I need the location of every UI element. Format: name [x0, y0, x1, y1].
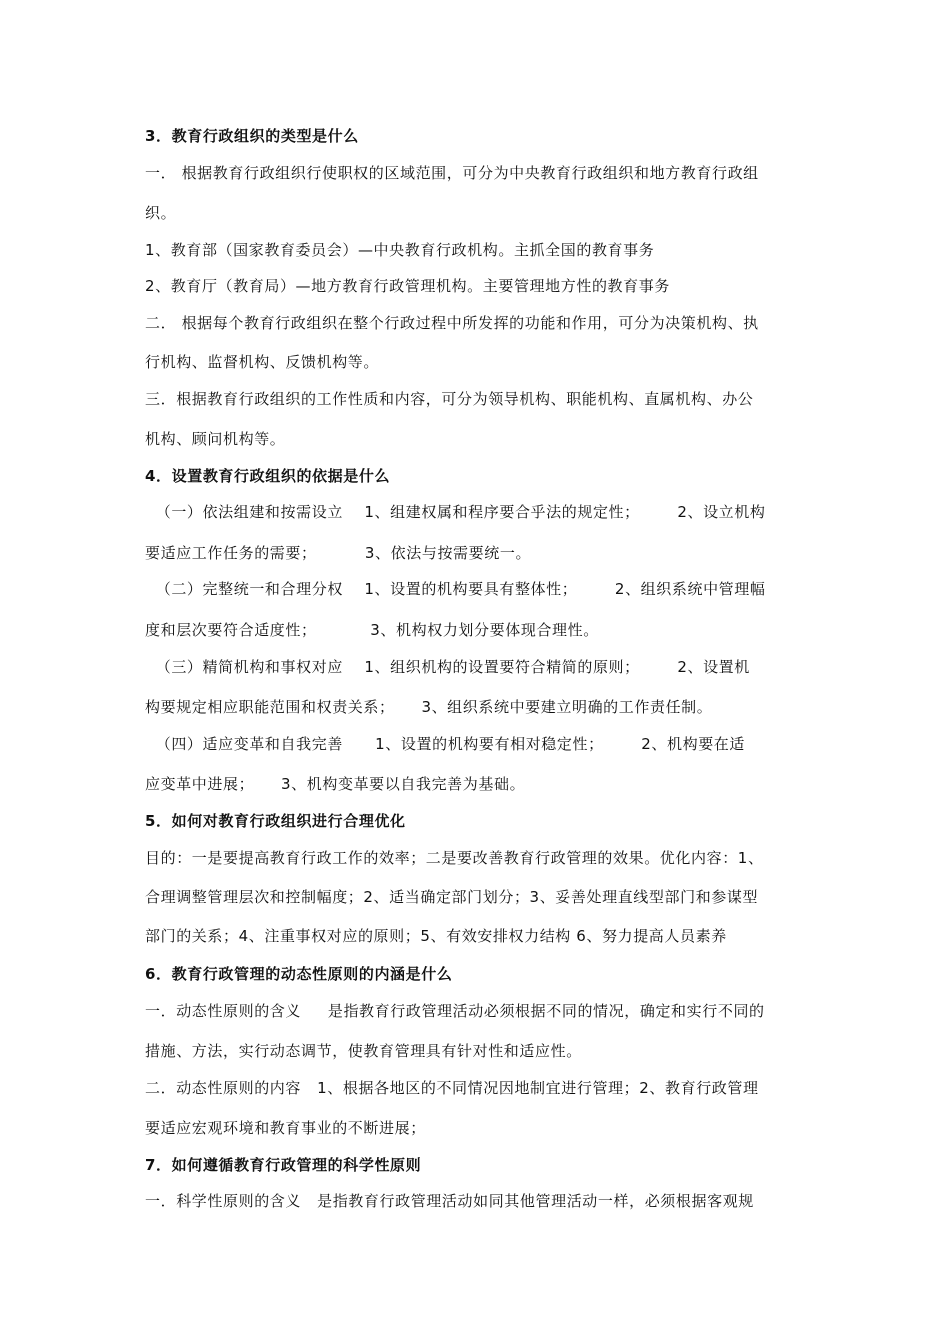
heading-question-4: 4．设置教育行政组织的依据是什么	[145, 467, 391, 485]
text-line: 1、教育部（国家教育委员会）—中央教育行政机构。主抓全国的教育事务	[145, 241, 655, 259]
text-line: 部门的关系；4、注重事权对应的原则；5、有效安排权力结构 6、努力提高人员素养	[145, 927, 727, 945]
text-line: 要适应宏观环境和教育事业的不断进展；	[145, 1119, 426, 1137]
text-line: 措施、方法，实行动态调节，使教育管理具有针对性和适应性。	[145, 1042, 582, 1060]
text-line: （一）依法组建和按需设立 1、组建权属和程序要合乎法的规定性； 2、设立机构	[145, 503, 766, 521]
text-line: 三．根据教育行政组织的工作性质和内容，可分为领导机构、职能机构、直属机构、办公	[145, 390, 754, 408]
text-line: 度和层次要符合适度性； 3、机构权力划分要体现合理性。	[145, 621, 599, 639]
text-line: 一．科学性原则的含义 是指教育行政管理活动如同其他管理活动一样，必须根据客观规	[145, 1192, 754, 1210]
text-line: 织。	[145, 204, 177, 222]
text-line: 机构、顾问机构等。	[145, 430, 286, 448]
text-line: 一． 根据教育行政组织行使职权的区域范围，可分为中央教育行政组织和地方教育行政组	[145, 164, 759, 182]
text-line: （二）完整统一和合理分权 1、设置的机构要具有整体性； 2、组织系统中管理幅	[145, 580, 766, 598]
text-line: 应变革中进展； 3、机构变革要以自我完善为基础。	[145, 775, 526, 793]
heading-question-6: 6．教育行政管理的动态性原则的内涵是什么	[145, 965, 453, 983]
text-line: （四）适应变革和自我完善 1、设置的机构要有相对稳定性； 2、机构要在适	[145, 735, 746, 753]
heading-question-5: 5．如何对教育行政组织进行合理优化	[145, 812, 406, 830]
text-line: 构要规定相应职能范围和权责关系； 3、组织系统中要建立明确的工作责任制。	[145, 698, 713, 716]
text-line: 目的：一是要提高教育行政工作的效率；二是要改善教育行政管理的效果。优化内容：1、	[145, 849, 764, 867]
heading-question-7: 7．如何遵循教育行政管理的科学性原则	[145, 1156, 422, 1174]
text-line: 二． 根据每个教育行政组织在整个行政过程中所发挥的功能和作用，可分为决策机构、执	[145, 314, 759, 332]
text-line: 合理调整管理层次和控制幅度；2、适当确定部门划分；3、妥善处理直线型部门和参谋型	[145, 888, 759, 906]
text-line: （三）精简机构和事权对应 1、组织机构的设置要符合精简的原则； 2、设置机	[145, 658, 750, 676]
text-line: 行机构、监督机构、反馈机构等。	[145, 353, 380, 371]
text-line: 2、教育厅（教育局）—地方教育行政管理机构。主要管理地方性的教育事务	[145, 277, 670, 295]
text-line: 要适应工作任务的需要； 3、依法与按需要统一。	[145, 544, 532, 562]
text-line: 一．动态性原则的含义 是指教育行政管理活动必须根据不同的情况，确定和实行不同的	[145, 1002, 765, 1020]
heading-question-3: 3．教育行政组织的类型是什么	[145, 127, 359, 145]
text-line: 二．动态性原则的内容 1、根据各地区的不同情况因地制宜进行管理；2、教育行政管理	[145, 1079, 759, 1097]
